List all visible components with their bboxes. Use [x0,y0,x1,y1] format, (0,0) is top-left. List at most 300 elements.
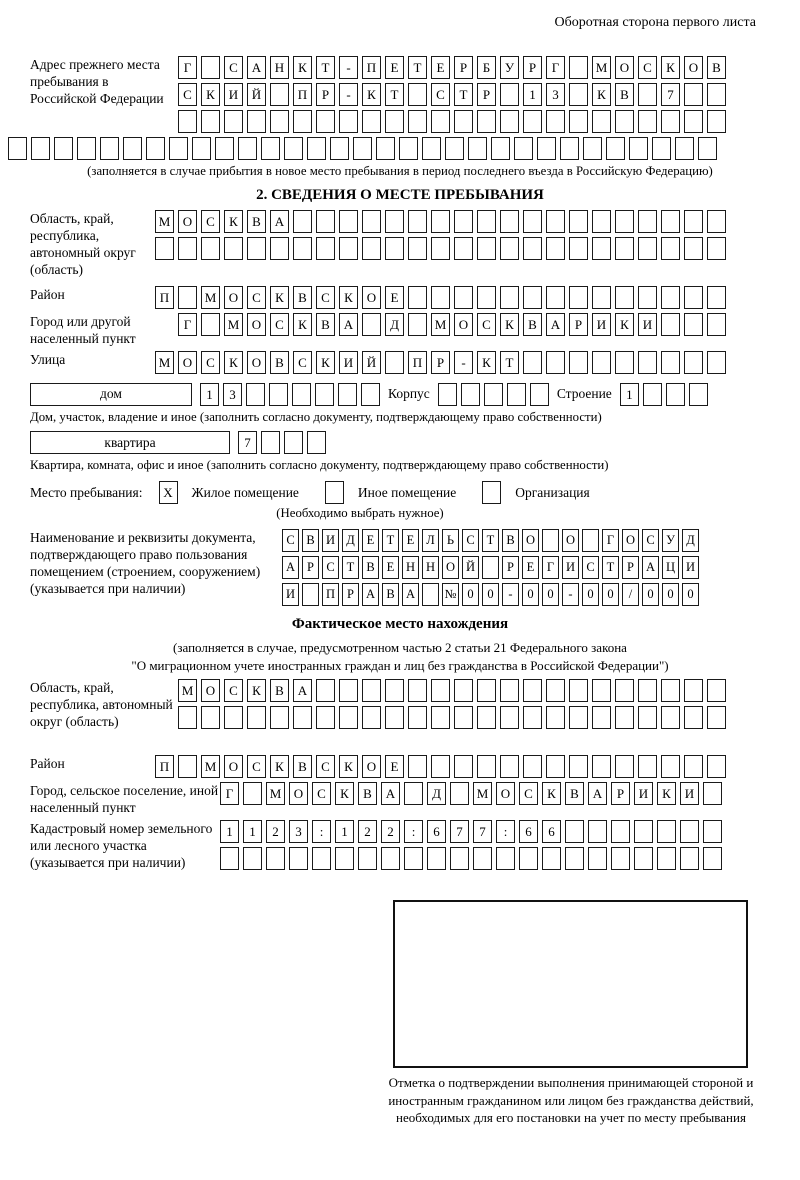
char-box[interactable]: У [500,56,519,79]
char-box[interactable] [684,755,703,778]
char-box[interactable] [569,286,588,309]
char-box[interactable] [707,351,726,374]
char-box[interactable] [427,847,446,870]
char-box[interactable]: В [270,679,289,702]
char-box[interactable] [500,237,519,260]
char-box[interactable] [546,110,565,133]
char-box[interactable] [338,383,357,406]
char-box[interactable]: А [362,583,379,606]
char-box[interactable]: Р [431,351,450,374]
char-box[interactable]: М [431,313,450,336]
char-box[interactable]: 2 [381,820,400,843]
char-box[interactable] [684,286,703,309]
char-box[interactable]: Е [431,56,450,79]
char-box[interactable] [146,137,165,160]
char-box[interactable] [362,679,381,702]
char-box[interactable]: О [224,755,243,778]
char-box[interactable] [638,83,657,106]
char-box[interactable] [477,706,496,729]
char-box[interactable] [707,755,726,778]
char-box[interactable] [404,847,423,870]
char-box[interactable] [592,351,611,374]
char-box[interactable]: П [362,56,381,79]
char-box[interactable] [215,137,234,160]
char-box[interactable] [661,110,680,133]
char-box[interactable] [707,286,726,309]
char-box[interactable]: О [454,313,473,336]
char-box[interactable] [569,210,588,233]
char-box[interactable] [178,286,197,309]
char-box[interactable]: 7 [473,820,492,843]
char-box[interactable]: Т [454,83,473,106]
char-box[interactable] [361,383,380,406]
char-box[interactable] [592,110,611,133]
char-box[interactable] [661,755,680,778]
char-box[interactable]: 7 [661,83,680,106]
char-box[interactable] [362,110,381,133]
char-box[interactable]: Г [178,313,197,336]
char-box[interactable]: Г [178,56,197,79]
char-box[interactable]: Е [385,286,404,309]
char-box[interactable] [312,847,331,870]
char-box[interactable] [666,383,685,406]
char-box[interactable]: К [592,83,611,106]
char-box[interactable] [302,583,319,606]
char-box[interactable]: Й [247,83,266,106]
char-box[interactable]: М [592,56,611,79]
char-box[interactable] [307,431,326,454]
char-box[interactable] [615,286,634,309]
char-box[interactable]: - [339,83,358,106]
char-box[interactable]: 3 [223,383,242,406]
char-box[interactable] [569,110,588,133]
char-box[interactable] [315,383,334,406]
char-box[interactable]: М [178,679,197,702]
char-box[interactable] [335,847,354,870]
char-box[interactable] [201,237,220,260]
char-box[interactable]: С [293,351,312,374]
char-box[interactable]: Т [385,83,404,106]
char-box[interactable]: 7 [238,431,257,454]
char-box[interactable] [385,110,404,133]
char-box[interactable] [638,351,657,374]
char-box[interactable] [680,820,699,843]
char-box[interactable]: О [362,755,381,778]
char-box[interactable] [661,210,680,233]
char-box[interactable]: Е [522,556,539,579]
char-box[interactable] [703,820,722,843]
char-box[interactable]: Д [682,529,699,552]
char-box[interactable]: Р [342,583,359,606]
char-box[interactable] [316,110,335,133]
char-box[interactable]: Р [569,313,588,336]
char-box[interactable] [422,583,439,606]
char-box[interactable] [482,556,499,579]
char-box[interactable]: Т [500,351,519,374]
char-box[interactable]: И [680,782,699,805]
char-box[interactable] [546,237,565,260]
char-box[interactable] [569,706,588,729]
char-box[interactable] [500,755,519,778]
char-box[interactable]: В [358,782,377,805]
char-box[interactable] [293,237,312,260]
char-box[interactable]: Е [382,556,399,579]
char-box[interactable] [523,679,542,702]
char-box[interactable]: - [502,583,519,606]
char-box[interactable]: О [562,529,579,552]
char-box[interactable] [615,679,634,702]
char-box[interactable] [569,83,588,106]
char-box[interactable]: Е [385,56,404,79]
char-box[interactable]: Ц [662,556,679,579]
char-box[interactable] [77,137,96,160]
char-box[interactable] [178,110,197,133]
char-box[interactable] [542,847,561,870]
char-box[interactable] [569,351,588,374]
char-box[interactable]: Е [385,755,404,778]
char-box[interactable] [450,847,469,870]
char-box[interactable]: 6 [519,820,538,843]
char-box[interactable] [339,679,358,702]
char-box[interactable] [293,110,312,133]
char-box[interactable] [500,210,519,233]
char-box[interactable] [224,237,243,260]
char-box[interactable]: П [408,351,427,374]
char-box[interactable] [54,137,73,160]
char-box[interactable]: С [638,56,657,79]
char-box[interactable] [500,679,519,702]
char-box[interactable]: В [247,210,266,233]
char-box[interactable]: Ь [442,529,459,552]
char-box[interactable]: 0 [522,583,539,606]
char-box[interactable]: О [622,529,639,552]
char-box[interactable] [500,83,519,106]
char-box[interactable] [408,110,427,133]
char-box[interactable] [675,137,694,160]
char-box[interactable] [684,351,703,374]
char-box[interactable]: С [224,56,243,79]
char-box[interactable]: В [293,755,312,778]
char-box[interactable] [247,706,266,729]
char-box[interactable] [634,847,653,870]
char-box[interactable] [477,210,496,233]
char-box[interactable]: Р [502,556,519,579]
char-box[interactable]: Т [602,556,619,579]
char-box[interactable]: И [638,313,657,336]
char-box[interactable] [615,110,634,133]
char-box[interactable]: К [335,782,354,805]
char-box[interactable] [123,137,142,160]
char-box[interactable]: 3 [546,83,565,106]
char-box[interactable]: О [522,529,539,552]
char-box[interactable]: И [339,351,358,374]
char-box[interactable] [325,481,344,504]
char-box[interactable]: С [316,286,335,309]
char-box[interactable] [293,706,312,729]
char-box[interactable] [100,137,119,160]
char-box[interactable] [484,383,503,406]
char-box[interactable]: С [247,755,266,778]
char-box[interactable]: - [562,583,579,606]
char-box[interactable]: О [178,351,197,374]
char-box[interactable] [246,383,265,406]
char-box[interactable]: 0 [642,583,659,606]
char-box[interactable]: С [477,313,496,336]
char-box[interactable] [523,110,542,133]
char-box[interactable] [491,137,510,160]
char-box[interactable]: С [270,313,289,336]
char-box[interactable]: А [402,583,419,606]
char-box[interactable] [289,847,308,870]
char-box[interactable]: П [155,286,174,309]
char-box[interactable] [638,110,657,133]
char-box[interactable]: П [155,755,174,778]
char-box[interactable]: О [442,556,459,579]
char-box[interactable] [408,679,427,702]
char-box[interactable] [569,679,588,702]
char-box[interactable] [703,782,722,805]
char-box[interactable]: С [178,83,197,106]
char-box[interactable] [661,706,680,729]
char-box[interactable]: О [247,313,266,336]
char-box[interactable] [546,706,565,729]
char-box[interactable] [565,847,584,870]
char-box[interactable] [638,210,657,233]
char-box[interactable] [31,137,50,160]
char-box[interactable] [500,110,519,133]
char-box[interactable] [408,210,427,233]
char-box[interactable]: С [431,83,450,106]
char-box[interactable] [385,351,404,374]
char-box[interactable] [615,351,634,374]
char-box[interactable]: 0 [602,583,619,606]
char-box[interactable] [684,83,703,106]
char-box[interactable]: О [615,56,634,79]
char-box[interactable] [247,110,266,133]
char-box[interactable] [408,755,427,778]
char-box[interactable]: О [224,286,243,309]
char-box[interactable] [438,383,457,406]
char-box[interactable] [707,83,726,106]
char-box[interactable]: В [362,556,379,579]
char-box[interactable] [362,706,381,729]
char-box[interactable]: С [642,529,659,552]
char-box[interactable] [592,210,611,233]
char-box[interactable] [178,706,197,729]
char-box[interactable] [376,137,395,160]
char-box[interactable]: В [615,83,634,106]
char-box[interactable]: Е [362,529,379,552]
char-box[interactable] [477,755,496,778]
char-box[interactable]: К [224,210,243,233]
char-box[interactable] [408,286,427,309]
char-box[interactable] [431,210,450,233]
char-box[interactable]: И [682,556,699,579]
char-box[interactable]: М [224,313,243,336]
char-box[interactable] [270,237,289,260]
char-box[interactable]: М [266,782,285,805]
char-box[interactable] [569,755,588,778]
char-box[interactable]: О [684,56,703,79]
char-box[interactable]: В [523,313,542,336]
char-box[interactable]: С [462,529,479,552]
char-box[interactable] [431,237,450,260]
char-box[interactable] [698,137,717,160]
char-box[interactable] [569,56,588,79]
char-box[interactable]: А [247,56,266,79]
char-box[interactable]: Й [462,556,479,579]
char-box[interactable]: А [293,679,312,702]
char-box[interactable]: 6 [542,820,561,843]
char-box[interactable] [454,110,473,133]
char-box[interactable] [615,755,634,778]
char-box[interactable] [404,782,423,805]
char-box[interactable]: 1 [200,383,219,406]
char-box[interactable] [431,286,450,309]
char-box[interactable] [270,83,289,106]
char-box[interactable] [482,481,501,504]
char-box[interactable]: Й [362,351,381,374]
char-box[interactable]: С [582,556,599,579]
char-box[interactable]: Н [422,556,439,579]
char-box[interactable]: К [224,351,243,374]
char-box[interactable] [611,847,630,870]
char-box[interactable] [546,351,565,374]
char-box[interactable] [684,313,703,336]
char-box[interactable] [454,237,473,260]
char-box[interactable] [638,237,657,260]
char-box[interactable] [707,313,726,336]
char-box[interactable] [592,237,611,260]
char-box[interactable]: О [178,210,197,233]
char-box[interactable]: 1 [220,820,239,843]
char-box[interactable]: : [404,820,423,843]
char-box[interactable] [652,137,671,160]
char-box[interactable]: А [588,782,607,805]
char-box[interactable]: К [270,286,289,309]
char-box[interactable]: О [496,782,515,805]
char-box[interactable] [592,679,611,702]
char-box[interactable]: Г [220,782,239,805]
char-box[interactable] [684,237,703,260]
char-box[interactable] [473,847,492,870]
char-box[interactable] [546,286,565,309]
char-box[interactable] [546,210,565,233]
char-box[interactable] [293,210,312,233]
char-box[interactable]: Р [454,56,473,79]
char-box[interactable] [507,383,526,406]
char-box[interactable]: К [657,782,676,805]
char-box[interactable]: X [159,481,178,504]
char-box[interactable] [454,755,473,778]
char-box[interactable]: Р [477,83,496,106]
char-box[interactable] [523,237,542,260]
char-box[interactable]: О [362,286,381,309]
char-box[interactable] [243,847,262,870]
char-box[interactable]: К [339,755,358,778]
char-box[interactable]: Р [611,782,630,805]
char-box[interactable] [339,706,358,729]
char-box[interactable] [542,529,559,552]
char-box[interactable]: У [662,529,679,552]
char-box[interactable] [454,286,473,309]
char-box[interactable] [523,755,542,778]
char-box[interactable] [592,286,611,309]
char-box[interactable] [307,137,326,160]
char-box[interactable] [565,820,584,843]
char-box[interactable]: К [293,313,312,336]
char-box[interactable] [560,137,579,160]
char-box[interactable] [530,383,549,406]
char-box[interactable] [703,847,722,870]
char-box[interactable] [684,110,703,133]
char-box[interactable]: М [155,210,174,233]
char-box[interactable]: О [247,351,266,374]
char-box[interactable] [454,706,473,729]
char-box[interactable] [201,56,220,79]
char-box[interactable] [178,237,197,260]
char-box[interactable] [385,237,404,260]
char-box[interactable]: 0 [662,583,679,606]
char-box[interactable]: Е [402,529,419,552]
char-box[interactable]: 0 [482,583,499,606]
char-box[interactable] [270,706,289,729]
char-box[interactable] [657,847,676,870]
char-box[interactable]: В [293,286,312,309]
char-box[interactable] [316,706,335,729]
char-box[interactable] [661,679,680,702]
char-box[interactable] [638,706,657,729]
char-box[interactable] [661,237,680,260]
char-box[interactable] [330,137,349,160]
char-box[interactable] [592,706,611,729]
char-box[interactable]: С [224,679,243,702]
char-box[interactable]: Т [316,56,335,79]
char-box[interactable] [606,137,625,160]
char-box[interactable] [615,237,634,260]
char-box[interactable]: 0 [462,583,479,606]
char-box[interactable]: И [592,313,611,336]
char-box[interactable]: Д [427,782,446,805]
char-box[interactable] [638,286,657,309]
char-box[interactable] [477,237,496,260]
char-box[interactable] [381,847,400,870]
char-box[interactable] [408,237,427,260]
char-box[interactable]: И [224,83,243,106]
char-box[interactable]: А [282,556,299,579]
char-box[interactable] [243,782,262,805]
char-box[interactable] [284,431,303,454]
char-box[interactable] [684,210,703,233]
char-box[interactable] [316,679,335,702]
char-box[interactable]: М [201,755,220,778]
char-box[interactable] [514,137,533,160]
char-box[interactable]: Р [523,56,542,79]
char-box[interactable] [523,286,542,309]
char-box[interactable] [431,755,450,778]
char-box[interactable]: С [519,782,538,805]
char-box[interactable]: / [622,583,639,606]
char-box[interactable]: 1 [335,820,354,843]
char-box[interactable] [684,706,703,729]
char-box[interactable] [638,755,657,778]
char-box[interactable]: О [201,679,220,702]
char-box[interactable] [661,351,680,374]
char-box[interactable] [707,679,726,702]
char-box[interactable] [201,313,220,336]
char-box[interactable] [523,210,542,233]
char-box[interactable] [270,110,289,133]
